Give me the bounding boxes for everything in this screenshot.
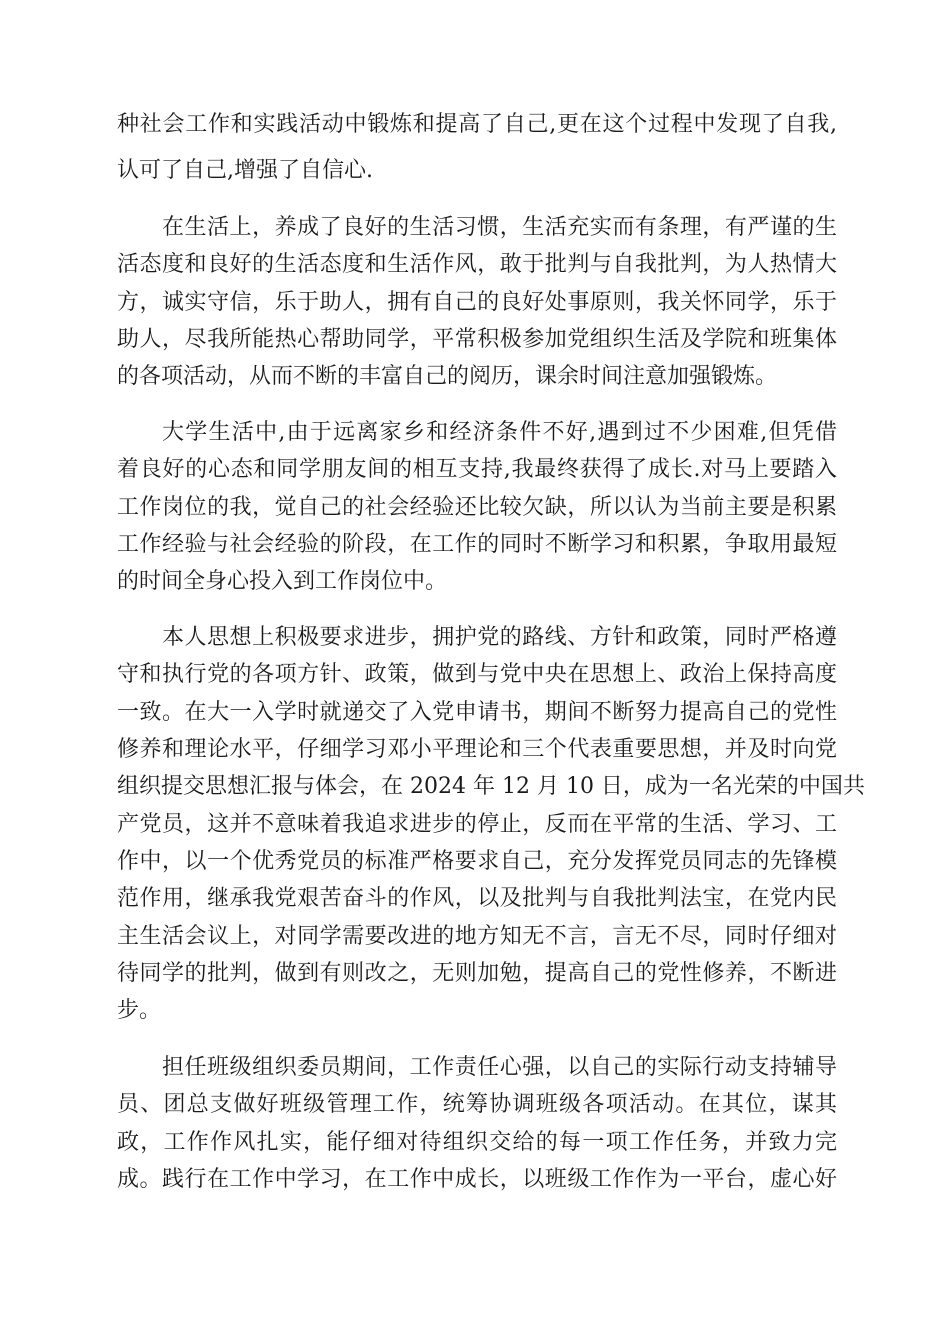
text-line: 员、团总支做好班级管理工作，统筹协调班级各项活动。在其位，谋其 — [117, 1092, 837, 1117]
text-line: 产党员，这并不意味着我追求进步的停止，反而在平常的生活、学习、工 — [117, 812, 837, 837]
text-line: 主生活会议上，对同学需要改进的地方知无不言，言无不尽，同时仔细对 — [117, 924, 837, 949]
text-line: 活态度和良好的生活态度和生活作风，敢于批判与自我批判，为人热情大 — [117, 252, 837, 277]
text-line: 范作用，继承我党艰苦奋斗的作风，以及批判与自我批判法宝，在党内民 — [117, 886, 837, 911]
text-line: 认可了自己,增强了自信心. — [117, 158, 373, 183]
text-line: 作中，以一个优秀党员的标准严格要求自己，充分发挥党员同志的先锋模 — [117, 849, 837, 874]
text-line: 工作岗位的我，觉自己的社会经验还比较欠缺，所以认为当前主要是积累 — [117, 495, 837, 520]
text-line: 工作经验与社会经验的阶段，在工作的同时不断学习和积累，争取用最短 — [117, 532, 837, 557]
text-line: 修养和理论水平，仔细学习邓小平理论和三个代表重要思想，并及时向党 — [117, 737, 837, 762]
text-line: 一致。在大一入学时就递交了入党申请书，期间不断努力提高自己的党性 — [117, 700, 837, 725]
text-line: 在生活上，养成了良好的生活习惯，生活充实而有条理，有严谨的生 — [162, 215, 837, 240]
text-line: 着良好的心态和同学朋友间的相互支持,我最终获得了成长.对马上要踏入 — [117, 457, 837, 482]
text-line: 本人思想上积极要求进步，拥护党的路线、方针和政策，同时严格遵 — [162, 625, 837, 650]
text-line: 守和执行党的各项方针、政策，做到与党中央在思想上、政治上保持高度 — [117, 662, 837, 687]
text-line: 政，工作作风扎实，能仔细对待组织交给的每一项工作任务，并致力完 — [117, 1130, 837, 1155]
text-line: 的各项活动，从而不断的丰富自己的阅历，课余时间注意加强锻炼。 — [117, 364, 778, 389]
text-line: 种社会工作和实践活动中锻炼和提高了自己,更在这个过程中发现了自我, — [117, 112, 837, 137]
text-line: 担任班级组织委员期间，工作责任心强，以自己的实际行动支持辅导 — [162, 1055, 837, 1080]
text-line: 待同学的批判，做到有则改之，无则加勉，提高自己的党性修养，不断进 — [117, 961, 837, 986]
text-line: 大学生活中,由于远离家乡和经济条件不好,遇到过不少困难,但凭借 — [162, 420, 837, 445]
text-line: 组织提交思想汇报与体会，在 2024 年 12 月 10 日，成为一名光荣的中国共 — [117, 774, 865, 799]
text-line: 成。践行在工作中学习，在工作中成长，以班级工作作为一平台，虚心好 — [117, 1167, 837, 1192]
text-line: 步。 — [117, 998, 162, 1023]
text-line: 方，诚实守信，乐于助人，拥有自己的良好处事原则，我关怀同学，乐于 — [117, 290, 837, 315]
text-line: 助人，尽我所能热心帮助同学，平常积极参加党组织生活及学院和班集体 — [117, 327, 837, 352]
text-line: 的时间全身心投入到工作岗位中。 — [117, 569, 448, 594]
